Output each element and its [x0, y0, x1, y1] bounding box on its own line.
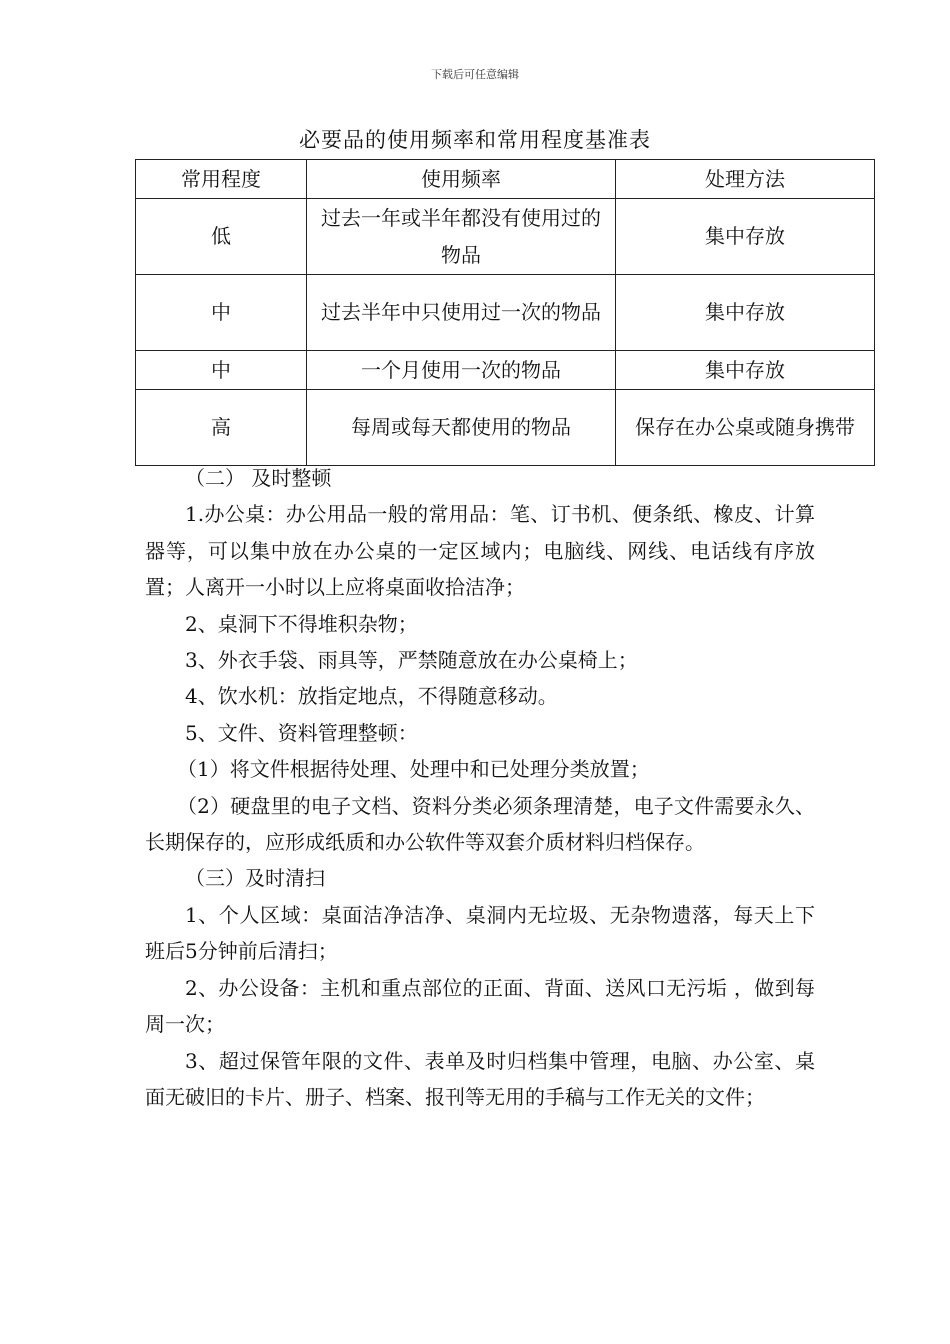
header-handling-method: 处理方法: [616, 160, 875, 199]
cell-method: 保存在办公桌或随身携带: [616, 390, 875, 466]
cell-frequency: 一个月使用一次的物品: [307, 351, 616, 390]
cell-level: 中: [136, 275, 307, 351]
table-row: [136, 351, 875, 390]
paragraph: 1.办公桌：办公用品一般的常用品：笔、订书机、便条纸、橡皮、计算器等，可以集中放在办公桌的一定区域内；电脑线、网线、电话线有序放置；人离开一小时以上应将桌面收拾洁净；: [145, 502, 815, 600]
table-title: 必要品的使用频率和常用程度基准表: [299, 128, 651, 152]
section-heading-clean: （三）及时清扫: [185, 866, 325, 891]
paragraph: 3、外衣手袋、雨具等，严禁随意放在办公桌椅上；: [185, 648, 638, 673]
table-row: [136, 390, 875, 466]
paragraph: （1）将文件根据待处理、处理中和已处理分类放置；: [177, 757, 650, 782]
page-header-note: 下载后可任意编辑: [431, 68, 519, 81]
cell-method: 集中存放: [616, 275, 875, 351]
table-header-row: [136, 160, 875, 199]
paragraph: （2）硬盘里的电子文档、资料分类必须条理清楚，电子文件需要永久、长期保存的，应形成纸质和办公软件等双套介质材料归档保存。: [145, 793, 815, 855]
paragraph: 1、个人区域：桌面洁净洁净、桌洞内无垃圾、无杂物遗落，每天上下班后5分钟前后清扫；: [145, 902, 815, 964]
table-row: [136, 275, 875, 351]
cell-level: 低: [136, 199, 307, 275]
cell-level: 高: [136, 390, 307, 466]
header-usage-level: 常用程度: [136, 160, 307, 199]
body-text: [145, 460, 815, 1115]
frequency-table: [135, 159, 875, 466]
paragraph: 4、饮水机：放指定地点，不得随意移动。: [185, 684, 558, 709]
paragraph: 5、文件、资料管理整顿：: [185, 720, 418, 745]
header-usage-frequency: 使用频率: [307, 160, 616, 199]
paragraph: 2、办公设备：主机和重点部位的正面、背面、送风口无污垢 ，做到每周一次；: [145, 975, 815, 1037]
cell-method: 集中存放: [616, 351, 875, 390]
cell-method: 集中存放: [616, 199, 875, 275]
section-heading-tidy: （二） 及时整顿: [185, 466, 332, 490]
paragraph: 3、超过保管年限的文件、表单及时归档集中管理，电脑、办公室、桌面无破旧的卡片、册子、档案、报刊等无用的手稿与工作无关的文件；: [145, 1048, 815, 1109]
cell-frequency: 过去一年或半年都没有使用过的物品: [307, 199, 616, 275]
cell-frequency: 过去半年中只使用过一次的物品: [307, 275, 616, 351]
cell-level: 中: [136, 351, 307, 390]
table-row: [136, 199, 875, 275]
paragraph: 2、桌洞下不得堆积杂物；: [185, 611, 418, 636]
cell-frequency: 每周或每天都使用的物品: [307, 390, 616, 466]
